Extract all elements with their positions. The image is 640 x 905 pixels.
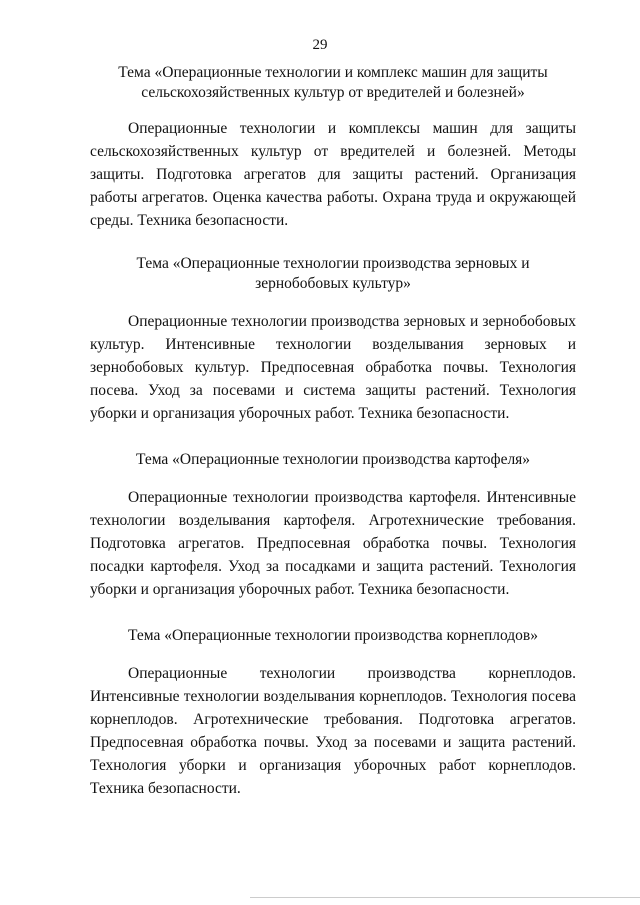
section-paragraph: Операционные технологии и комплексы машин для защиты сельскохозяйственных культур от вредителей и болезней. Методы защиты. Подготовка агрегатов для защиты растений. Организация работы агрегатов. Оценка качества работы. Охрана труда и окружающей среды. Техника безопасности. xyxy=(90,120,576,229)
section-title: Тема «Операционные технологии производства картофеля» xyxy=(135,451,531,468)
section-title: Тема «Операционные технологии производства корнеплодов» xyxy=(127,627,538,644)
section-potato xyxy=(90,450,576,601)
page-number: 29 xyxy=(312,37,328,53)
scan-edge-divider xyxy=(250,897,640,898)
section-root-crops xyxy=(90,626,576,800)
section-title: Тема «Операционные технологии производства зерновых и зернобобовых культур» xyxy=(136,255,530,292)
section-pest-protection xyxy=(90,63,576,232)
document-body xyxy=(90,63,576,800)
section-grain-crops xyxy=(90,254,576,425)
section-paragraph: Операционные технологии производства зерновых и зернобобовых культур. Интенсивные технологии возделывания зерновых и зернобобовых культур. Предпосевная обработка почвы. Технология посева. Уход за посевами и система защиты растений. Технология уборки и организация уборочных работ. Техника безопасности. xyxy=(90,313,576,422)
section-paragraph: Операционные технологии производства корнеплодов. Интенсивные технологии возделывания корнеплодов. Технология посева корнеплодов. Агротехнические требования. Подготовка агрегатов. Предпосевная обработка почвы. Уход за посевами и защита растений. Технология уборки и организация уборочных работ корнеплодов. Техника безопасности. xyxy=(90,665,576,797)
section-title: Тема «Операционные технологии и комплекс машин для защиты сельскохозяйственных культур от вредителей и болезней» xyxy=(118,64,548,101)
section-paragraph: Операционные технологии производства картофеля. Интенсивные технологии возделывания картофеля. Агротехнические требования. Подготовка агрегатов. Предпосевная обработка почвы. Технология посадки картофеля. Уход за посадками и защита растений. Технология уборки и организация уборочных работ. Техника безопасности. xyxy=(90,489,576,598)
